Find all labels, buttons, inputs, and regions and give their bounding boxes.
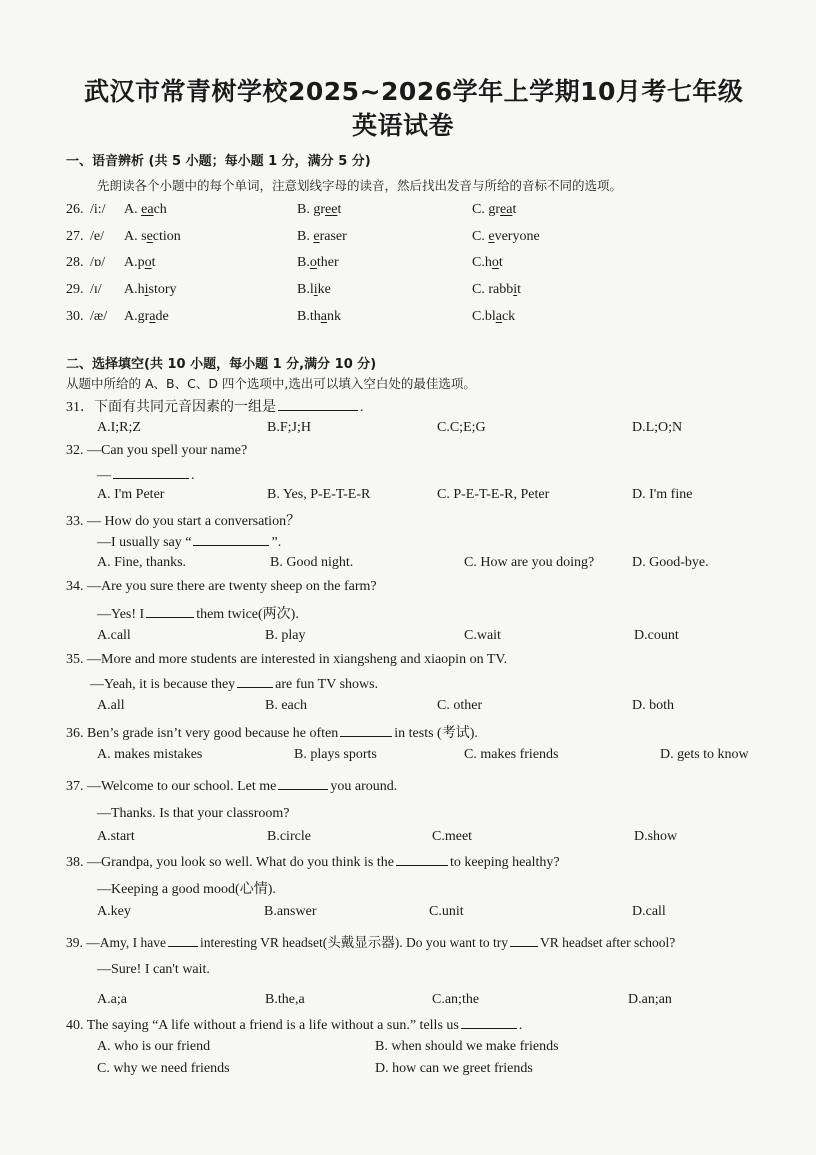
answer-blank: [510, 934, 538, 947]
question-39-end: VR headset after school?: [539, 935, 676, 950]
q40-option-b: B. when should we make friends: [375, 1039, 559, 1054]
reply-end: them twice(两次).: [196, 607, 299, 622]
phonetic-option-a: [124, 309, 169, 325]
question-37-end: you around.: [330, 779, 398, 794]
q39-option-a: A.a;a: [97, 992, 127, 1007]
option-text: B.: [297, 229, 314, 244]
question-39: [66, 931, 675, 951]
question-33-reply: [97, 533, 281, 551]
question-40: [66, 1016, 522, 1034]
underlined-letters: e: [146, 229, 153, 244]
option-text: C. rabb: [472, 282, 514, 297]
option-text: C.h: [472, 255, 492, 270]
phonetic-option-c: [472, 282, 521, 298]
option-text: veryone: [494, 229, 540, 244]
q32-option-d: D. I'm fine: [632, 487, 693, 502]
q40-option-c: C. why we need friends: [97, 1061, 230, 1076]
q35-option-b: B. each: [265, 698, 307, 713]
question-39-mid: interesting VR headset(头戴显示器). Do you want to try: [199, 935, 508, 950]
answer-blank: [396, 853, 448, 866]
section1-instruction: 先朗读各个小题中的每个单词，注意划线字母的读音，然后找出发音与所给的音标不同的选项。: [97, 178, 623, 193]
option-text: ction: [152, 229, 181, 244]
option-text: B.l: [297, 282, 314, 297]
question-35-reply: [90, 675, 378, 693]
question-38-stem: 38. —Grandpa, you look so well. What do you think is the: [66, 855, 394, 870]
q38-option-d: D.call: [632, 904, 666, 919]
phonetic-question-number: 29.: [66, 282, 84, 297]
option-text: t: [337, 202, 342, 217]
underlined-letters: o: [491, 255, 499, 270]
option-text: B. gr: [297, 202, 325, 217]
q40-option-a: A. who is our friend: [97, 1039, 211, 1054]
underlined-letters: o: [309, 255, 317, 270]
q38-option-b: B.answer: [264, 904, 317, 919]
q33-option-b: B. Good night.: [270, 555, 354, 570]
phonetic-question-number: 26.: [66, 202, 84, 217]
q32-option-b: B. Yes, P-E-T-E-R: [267, 487, 371, 502]
option-text: C. gr: [472, 202, 500, 217]
q33-option-a: A. Fine, thanks.: [97, 555, 187, 570]
question-36-end: in tests (考试).: [394, 726, 478, 741]
q34-option-c: C.wait: [464, 628, 501, 643]
option-text: story: [148, 282, 177, 297]
option-text: t: [151, 255, 156, 270]
answer-blank: [146, 605, 194, 618]
phonetic-question-number: 27.: [66, 229, 84, 244]
q35-option-c: C. other: [437, 698, 483, 713]
reply-end: ”.: [271, 535, 282, 550]
phonetic-option-b: [297, 229, 347, 245]
question-34: 34. —Are you sure there are twenty sheep on the farm?: [66, 579, 377, 594]
option-text: ke: [317, 282, 331, 297]
answer-blank: [168, 934, 198, 947]
q36-option-b: B. plays sports: [294, 747, 377, 762]
phonetic-symbol: /ɒ/: [90, 255, 106, 270]
q31-option-b: B.F;J;H: [267, 420, 311, 435]
question-37-stem: 37. —Welcome to our school. Let me: [66, 779, 277, 794]
option-text: de: [155, 309, 169, 324]
question-31-stem: 31．下面有共同元音因素的一组是: [66, 400, 276, 415]
underlined-letters: ea: [500, 202, 513, 217]
question-40-end: .: [518, 1018, 523, 1033]
question-37: [66, 777, 397, 795]
answer-blank: [193, 533, 269, 546]
section2-heading: 二、选择填空(共 10 小题，每小题 1 分,满分 10 分): [66, 357, 377, 372]
q34-option-b: B. play: [265, 628, 306, 643]
question-31-end: .: [360, 400, 364, 415]
exam-title-line1: 武汉市常青树学校2025~2026学年上学期10月考七年级: [84, 77, 744, 106]
answer-blank: [461, 1016, 517, 1029]
underlined-letters: a: [495, 309, 502, 324]
option-text: ther: [316, 255, 339, 270]
phonetic-option-a: [124, 255, 156, 271]
option-text: ch: [153, 202, 167, 217]
q31-option-d: D.L;O;N: [632, 420, 683, 435]
q36-option-c: C. makes friends: [464, 747, 559, 762]
underlined-letters: ee: [325, 202, 338, 217]
phonetic-question-number: 28.: [66, 255, 84, 270]
phonetic-option-a: [124, 229, 181, 245]
question-38-end: to keeping healthy?: [449, 855, 560, 870]
question-36: [66, 722, 478, 742]
section1-heading: 一、语音辨析 (共 5 小题；每小题 1 分，满分 5 分): [66, 154, 371, 169]
q37-option-d: D.show: [634, 829, 678, 844]
underlined-letters: a: [320, 309, 327, 324]
option-text: t: [498, 255, 503, 270]
option-text: ck: [501, 309, 516, 324]
question-32-reply: [97, 466, 195, 484]
q37-option-a: A.start: [97, 829, 135, 844]
q37-option-b: B.circle: [267, 829, 311, 844]
underlined-letters: i: [144, 282, 149, 297]
q36-option-d: D. gets to know: [660, 747, 749, 762]
option-text: C.: [472, 229, 489, 244]
q32-option-c: C. P-E-T-E-R, Peter: [437, 487, 550, 502]
reply-end: .: [191, 468, 195, 483]
q33-option-c: C. How are you doing?: [464, 555, 595, 570]
q37-option-c: C.meet: [432, 829, 473, 844]
option-text: A.h: [124, 282, 145, 297]
q39-option-b: B.the,a: [265, 992, 305, 1007]
reply-end: are fun TV shows.: [275, 677, 379, 692]
option-text: B.: [297, 255, 310, 270]
question-38-reply: —Keeping a good mood(心情).: [97, 882, 276, 897]
q38-option-a: A.key: [97, 904, 131, 919]
phonetic-option-c: [472, 229, 540, 245]
question-32: 32. —Can you spell your name?: [66, 443, 248, 458]
phonetic-option-c: [472, 202, 516, 218]
phonetic-symbol: /æ/: [90, 309, 108, 324]
phonetic-option-b: [297, 309, 341, 325]
q34-option-a: A.call: [97, 628, 131, 643]
underlined-letters: e: [313, 229, 320, 244]
q38-option-c: C.unit: [429, 904, 464, 919]
question-31: [66, 396, 364, 416]
question-40-stem: 40. The saying “A life without a friend is a life without a sun.” tells us: [66, 1018, 459, 1033]
underlined-letters: o: [144, 255, 152, 270]
option-text: B.th: [297, 309, 321, 324]
phonetic-question-number: 30.: [66, 309, 84, 324]
underlined-letters: i: [313, 282, 318, 297]
underlined-letters: i: [513, 282, 518, 297]
reply-dash: —: [97, 468, 111, 483]
answer-blank: [278, 398, 358, 411]
q39-option-c: C.an;the: [432, 992, 480, 1007]
question-34-reply: [97, 603, 299, 623]
question-39-reply: —Sure! I can't wait.: [97, 962, 210, 977]
underlined-letters: ea: [141, 202, 154, 217]
option-text: C.bl: [472, 309, 496, 324]
answer-blank: [340, 724, 392, 737]
question-38: [66, 853, 560, 871]
q31-option-a: A.I;R;Z: [97, 420, 141, 435]
phonetic-symbol: /ɪ/: [90, 282, 102, 297]
question-39-stem: 39. —Amy, I have: [66, 935, 166, 950]
reply-text: —Yes! I: [97, 607, 145, 622]
q31-option-c: C.C;E;G: [437, 420, 486, 435]
phonetic-option-c: [472, 255, 503, 271]
option-text: t: [517, 282, 521, 297]
option-text: A.p: [124, 255, 145, 270]
question-36-stem: 36. Ben’s grade isn’t very good because he often: [66, 726, 339, 741]
q39-option-d: D.an;an: [628, 992, 672, 1007]
option-text: A.gr: [124, 309, 150, 324]
answer-blank: [237, 675, 273, 688]
phonetic-symbol: /i:/: [90, 202, 106, 217]
option-text: t: [512, 202, 517, 217]
option-text: raser: [319, 229, 347, 244]
option-text: nk: [326, 309, 341, 324]
reply-text: —I usually say “: [97, 535, 192, 550]
phonetic-option-a: [124, 282, 177, 298]
phonetic-option-a: [124, 202, 167, 218]
answer-blank: [113, 466, 189, 479]
phonetic-option-b: [297, 202, 341, 218]
q36-option-a: A. makes mistakes: [97, 747, 203, 762]
phonetic-option-b: [297, 255, 339, 271]
q32-option-a: A. I'm Peter: [97, 487, 165, 502]
q34-option-d: D.count: [634, 628, 679, 643]
question-33: 33. — How do you start a conversation？: [66, 514, 301, 529]
phonetic-option-c: [472, 309, 515, 325]
q33-option-d: D. Good-bye.: [632, 555, 709, 570]
q35-option-a: A.all: [97, 698, 125, 713]
answer-blank: [278, 777, 328, 790]
reply-text: —Yeah, it is because they: [90, 677, 236, 692]
q40-option-d: D. how can we greet friends: [375, 1061, 533, 1076]
option-text: A.: [124, 202, 142, 217]
phonetic-symbol: /e/: [90, 229, 104, 244]
q35-option-d: D. both: [632, 698, 674, 713]
phonetic-option-b: [297, 282, 331, 298]
option-text: A. s: [124, 229, 147, 244]
section2-instruction: 从题中所给的 A、B、C、D 四个选项中,选出可以填入空白处的最佳选项。: [66, 376, 476, 391]
underlined-letters: e: [488, 229, 495, 244]
underlined-letters: a: [149, 309, 156, 324]
exam-title-line2: 英语试卷: [352, 111, 455, 140]
question-35: 35. —More and more students are interested in xiangsheng and xiaopin on TV.: [66, 652, 508, 667]
question-37-reply: —Thanks. Is that your classroom?: [97, 806, 290, 821]
